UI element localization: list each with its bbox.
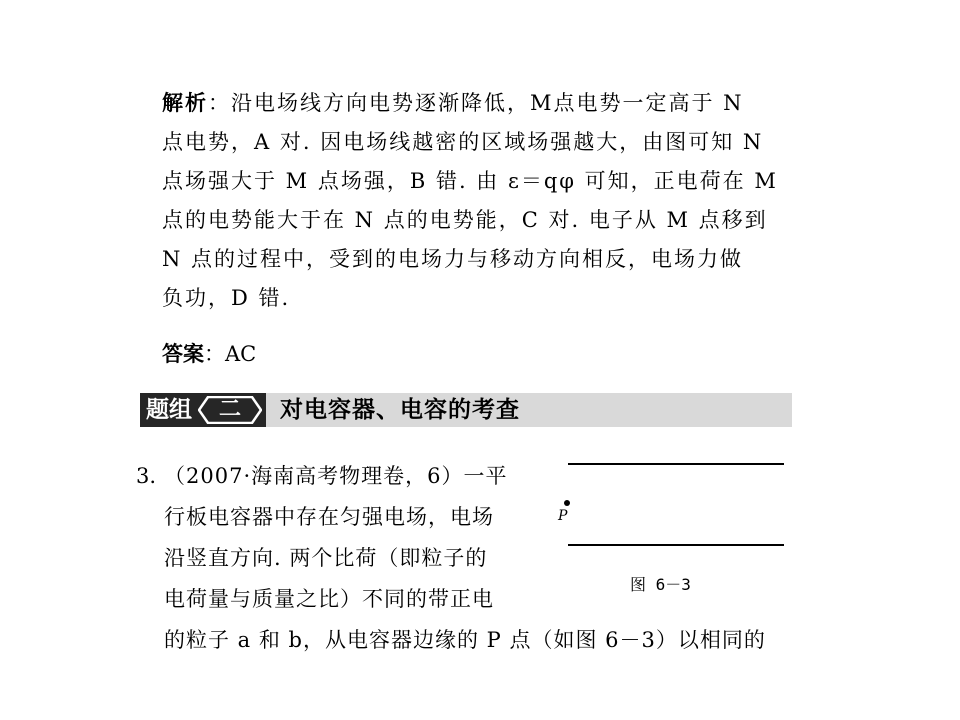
group-tag [140, 393, 266, 427]
answer-line [162, 336, 256, 372]
question-line-3: 沿竖直方向. 两个比荷（即粒子的 [164, 546, 488, 570]
group-header-bar [140, 393, 792, 427]
analysis-line-3: 点场强大于 M 点场强，B 错. 由 ε＝qφ 可知，正电荷在 M [162, 169, 778, 193]
point-p-marker [564, 500, 570, 506]
figure-point-label: P [558, 508, 568, 524]
group-tag-number: 二 [218, 397, 241, 422]
group-title: 对电容器、电容的考查 [280, 397, 520, 423]
figure-caption: 图 6－3 [630, 575, 691, 594]
analysis-text-1: 沿电场线方向电势逐渐降低，M点电势一定高于 N [231, 91, 744, 115]
analysis-line-1 [162, 83, 787, 123]
analysis-line-4: 点的电势能大于在 N 点的电势能，C 对. 电子从 M 点移到 [162, 208, 768, 232]
question-line-4: 电荷量与质量之比）不同的带正电 [164, 587, 494, 611]
question-number: 3. [136, 464, 157, 488]
question-line-1: （2007·海南高考物理卷，6）一平 [164, 464, 508, 488]
answer-value: AC [225, 342, 257, 366]
analysis-colon: ： [208, 91, 231, 115]
question-line-5: 的粒子 a 和 b，从电容器边缘的 P 点（如图 6－3）以相同的 [164, 628, 766, 652]
analysis-line-5: N 点的过程中，受到的电场力与移动方向相反，电场力做 [162, 247, 744, 271]
analysis-label: 解析 [162, 90, 208, 115]
answer-colon: ： [204, 342, 225, 366]
analysis-line-2: 点电势，A 对. 因电场线越密的区域场强越大，由图可知 N [162, 130, 764, 154]
analysis-line-6: 负功，D 错. [162, 286, 291, 310]
analysis-section [162, 83, 787, 318]
question-line-2: 行板电容器中存在匀强电场，电场 [164, 505, 494, 529]
answer-label: 答案 [162, 341, 204, 366]
group-tag-label: 题组 [146, 397, 192, 423]
